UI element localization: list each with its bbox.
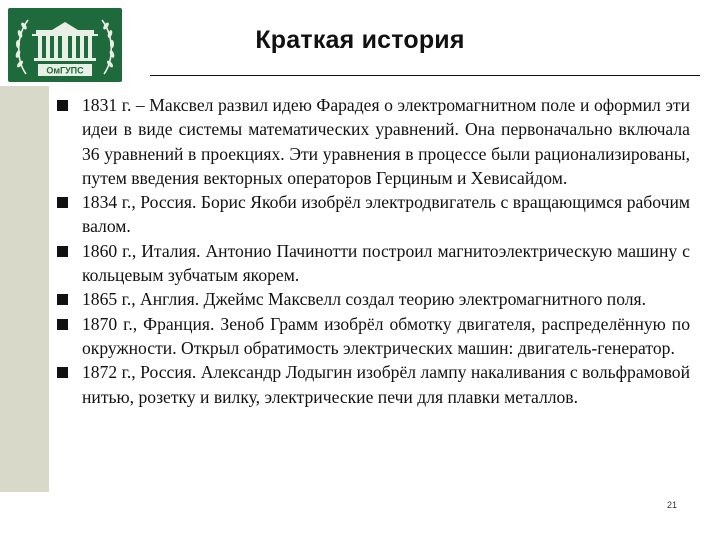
square-bullet-icon — [57, 367, 68, 378]
bullet-item-1831 — [56, 93, 690, 190]
bullet-item-1872 — [56, 360, 690, 409]
square-bullet-icon — [57, 246, 68, 257]
bullet-item-1834 — [56, 190, 690, 239]
square-bullet-icon — [57, 100, 68, 111]
bullet-item-1860 — [56, 239, 690, 288]
left-decorative-band — [0, 86, 49, 492]
logo-emblem-icon — [8, 8, 122, 82]
bullet-text: 1870 г., Франция. Зеноб Грамм изобрёл обмотку двигателя, распределённую по окружности. Открыл обратимость электрических машин: двигатель-генератор. — [82, 313, 690, 358]
square-bullet-icon — [57, 319, 68, 330]
university-logo — [8, 8, 122, 82]
bullet-text: 1865 г., Англия. Джеймс Максвелл создал теорию электромагнитного поля. — [82, 289, 647, 310]
bullet-text: 1834 г., Россия. Борис Якоби изобрёл электродвигатель с вращающимся рабочим валом. — [82, 192, 690, 237]
bullet-item-1865 — [56, 287, 690, 311]
logo-text: ОмГУПС — [46, 65, 84, 76]
slide-title: Краткая история — [255, 26, 465, 54]
square-bullet-icon — [57, 197, 68, 208]
title-underline — [150, 75, 700, 76]
history-bullet-list — [56, 93, 690, 409]
bullet-text: 1860 г., Италия. Антонио Пачинотти построил магнитоэлектрическую машину с кольцевым зубчатым якорем. — [82, 240, 690, 286]
slide-number: 21 — [667, 500, 678, 510]
bullet-text: 1872 г., Россия. Александр Лодыгин изобрёл лампу накаливания с вольфрамовой нитью, розетку и вилку, электрические печи для плавки металлов. — [82, 362, 690, 407]
bullet-text: 1831 г. – Максвел развил идею Фарадея о электромагнитном поле и оформил эти идеи в виде системы математических уравнений. Она первоначально включала 36 уравнений в проекциях. Эти уравнения в процессе были рационализированы, путем введения векторных операторов Герциным и Хевисайдом. — [82, 95, 690, 188]
bullet-item-1870 — [56, 312, 690, 361]
square-bullet-icon — [57, 294, 68, 305]
